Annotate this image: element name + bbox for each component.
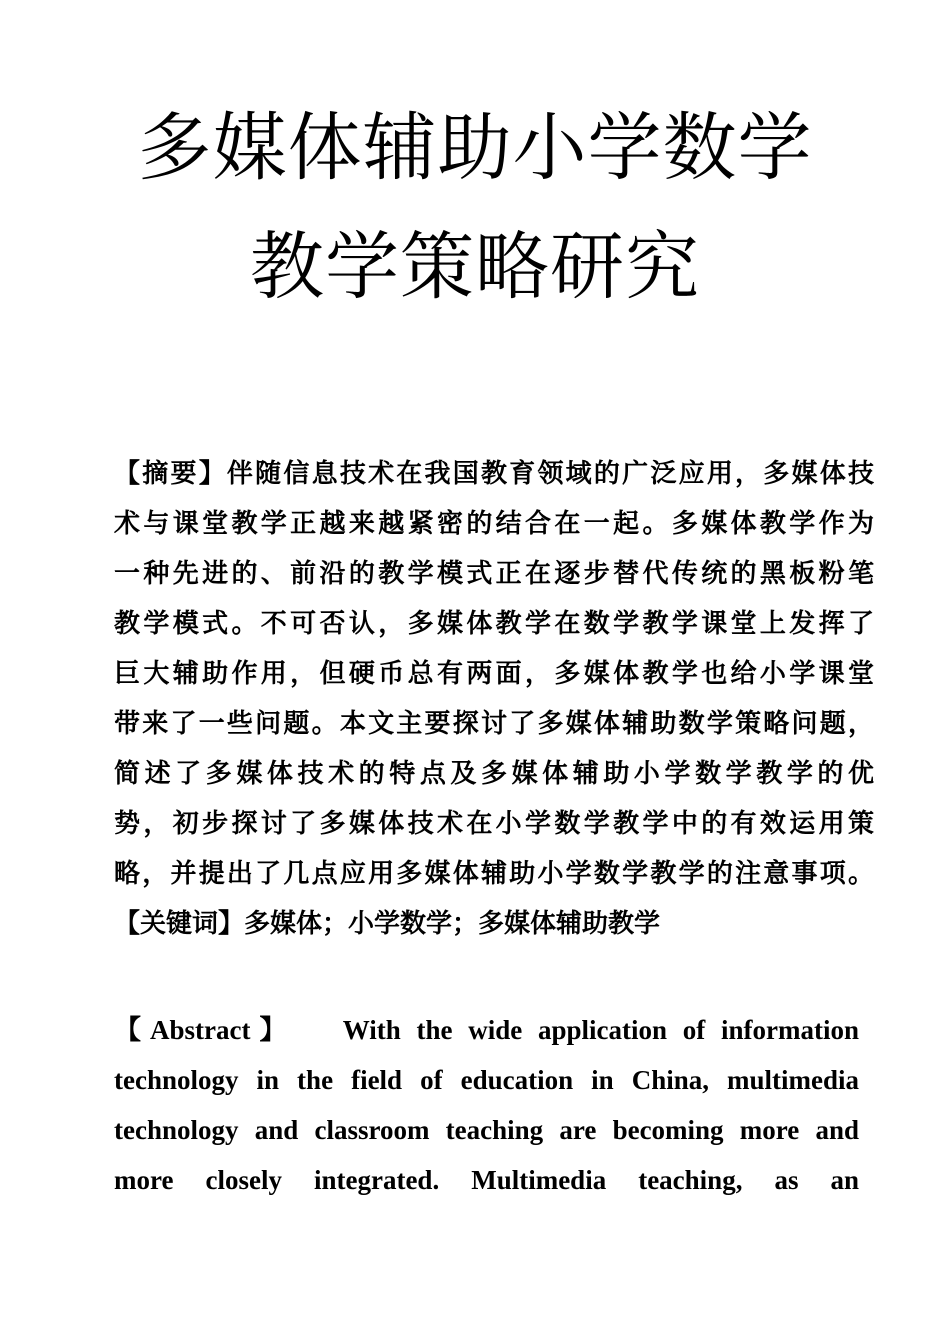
- abstract-en-label: 【Abstract】: [114, 1015, 296, 1045]
- abstract-zh-line: 一种先进的、前沿的教学模式正在逐步替代传统的黑板粉笔: [114, 559, 874, 589]
- abstract-en-text: With the wide application of information: [342, 1015, 859, 1045]
- abstract-en-line: [114, 1005, 859, 1055]
- document-title-line-2: 教学策略研究: [250, 224, 700, 310]
- abstract-zh-line: 术与课堂教学正越来越紧密的结合在一起。多媒体教学作为: [114, 509, 874, 539]
- abstract-zh-line: 教学模式。不可否认，多媒体教学在数学教学课堂上发挥了: [114, 609, 874, 639]
- abstract-en-line: technology in the field of education in China, multimedia: [114, 1065, 859, 1095]
- abstract-zh-text: 伴随信息技术在我国教育领域的广泛应用，多媒体技: [226, 459, 874, 489]
- abstract-zh-line: 带来了一些问题。本文主要探讨了多媒体辅助数学策略问题，: [114, 709, 874, 739]
- abstract-en-line: technology and classroom teaching are becoming more and: [114, 1115, 859, 1145]
- abstract-en-line: more closely integrated. Multimedia teaching, as an: [114, 1165, 859, 1195]
- keywords-zh-text: 多媒体；小学数学；多媒体辅助教学: [244, 909, 661, 939]
- document-title-line-1: 多媒体辅助小学数学: [137, 105, 813, 191]
- abstract-zh-line: 势，初步探讨了多媒体技术在小学数学教学中的有效运用策: [114, 809, 874, 839]
- abstract-zh-label: 【摘要】: [114, 459, 227, 489]
- abstract-zh-line: 略，并提出了几点应用多媒体辅助小学数学教学的注意事项。: [114, 859, 874, 889]
- chinese-abstract: [114, 449, 874, 949]
- abstract-zh-line: 巨大辅助作用，但硬币总有两面，多媒体教学也给小学课堂: [114, 659, 874, 689]
- keywords-zh-line: [114, 899, 874, 949]
- english-abstract: [114, 1005, 859, 1205]
- abstract-zh-line: [114, 449, 874, 499]
- keywords-zh-label: 【关键词】: [114, 909, 245, 939]
- abstract-zh-line: 简述了多媒体技术的特点及多媒体辅助小学数学教学的优: [114, 759, 874, 789]
